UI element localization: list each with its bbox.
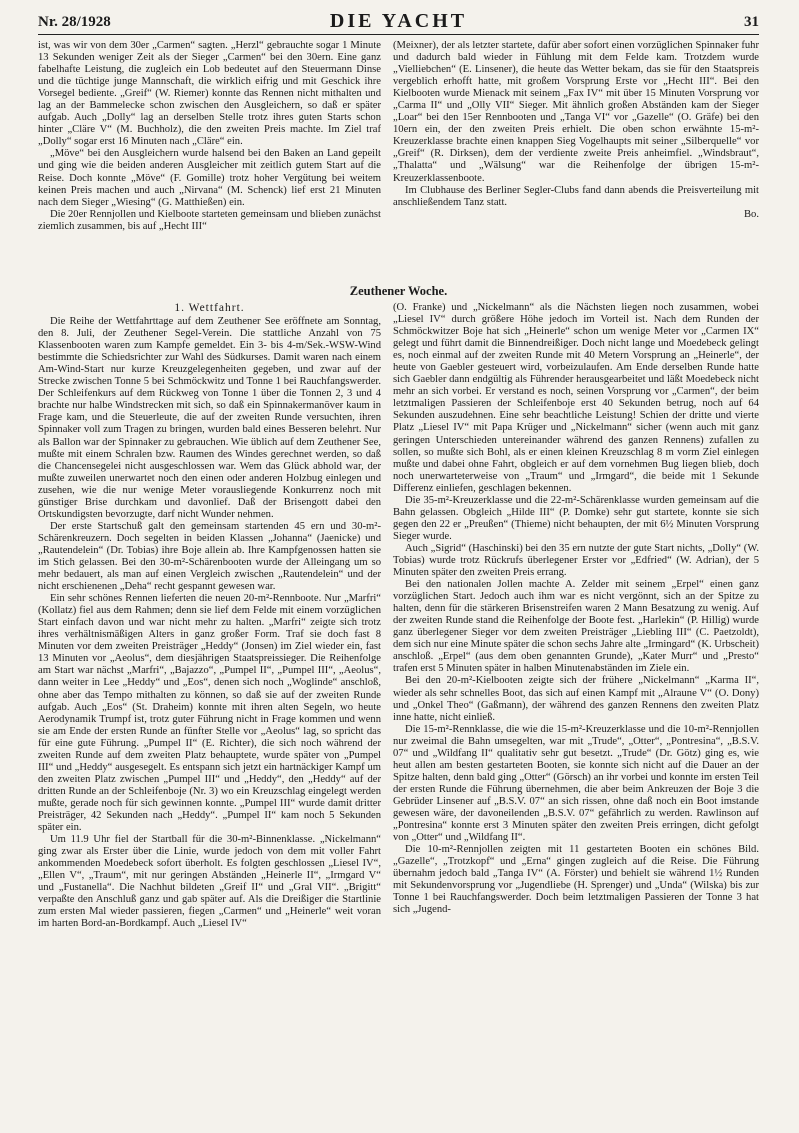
paragraph: Auch „Sigrid“ (Haschinski) bei den 35 ern nutzte der gute Start nichts, „Dolly“ (W. Tobias) wurde trotz Rückrufs überlegener Erster vor „Edfried“ (W. Adrian), der 5 Minuten später den zweiten Preis errang. [393, 542, 759, 579]
paragraph: Die 10-m²-Rennjollen zeigten mit 11 gestarteten Booten ein schönes Bild. „Gazelle“, „Trotzkopf“ und „Erna“ gingen zugleich auf die Reise. Die Führung übernahm jedoch bald „Tanga IV“ (A. Förster) und behielt sie während 1½ Runden mit Sekundenvorsprung vor „Jugendliebe (H. Sprenger) und „Unda“ (Wilska) bis zur Tonne 1 bei Rauchfangswerder. Doch beim letztmaligen Passieren der Tonne 3 hat sich „Jugend- [393, 844, 759, 916]
top-left-column [38, 40, 381, 280]
bottom-right-column [393, 302, 759, 1062]
author-signature: Bo. [743, 208, 759, 220]
magazine-title: DIE YACHT [329, 10, 468, 32]
paragraph: Bei den 20-m²-Kielbooten zeigte sich der frühere „Nickelmann“ „Karma II“, wieder als sehr schnelles Boot, das sich auf einen Kampf mit „Alraune V“ (O. Dony) und „Onkel Theo“ (Gaßmann), der während des ganzen Rennens den zweiten Platz inne hatte, nicht einließ. [393, 675, 759, 723]
paragraph: Im Clubhause des Berliner Segler-Clubs fand dann abends die Preisverteilung mit anschließendem Tanz statt. [393, 184, 759, 208]
running-header [38, 8, 759, 35]
paragraph: Die 35-m²-Kreuzerklasse und die 22-m²-Schärenklasse wurden gemeinsam auf die Bahn gelassen. Obgleich „Hilde III“ (P. Domke) sehr gut startete, konnte sie sich gegen den 22 er „Preußen“ (Thieme) nicht behaupten, der mit 6½ Minuten Vorsprung Sieger wurde. [393, 494, 759, 542]
paragraph: (O. Franke) und „Nickelmann“ als die Nächsten liegen noch zusammen, wobei „Liesel IV“ durch größere Höhe jedoch im Vorteil ist. Nach dem Runden der Schmöckwitzer Boje hat sich „Heinerle“ schon um wenige Meter vor „Carmen IX“ gelegt und führt damit die Binnendreißiger. Doch nicht lange und Moedebeck gelingt es, noch einmal auf der zweiten Runde mit 40 Metern Vorsprung an „Heinerle“, der heute von Gaebler gesteuert wird, vorbeizulaufen. Am Ende derselben Runde hatte sich Gaebler dann endgültig als Führender herausgearbeitet und läßt Moedebeck nicht mehr an sich vorbei. Er verstand es noch, seinen Vorsprung vor „Carmen“, der beim letztmaligen Passieren der Schleifenboje erst 40 Sekunden betrug, noch auf 64 Sekunden auszudehnen. Eine sehr beachtliche Leistung! Schien der dritte und vierte Platz „Liesel IV“ mit Papa Krüger und „Nickelmann“ sicher (wenn auch mit ganz geringen Unterschieden untereinander während des ganzen Rennens) zufallen zu sollen, so mußte sich Bohl, als er einen kleinen Kreuzschlag 8 m vorm Ziel einlegen mußte und dabei ohne Fahrt, obgleich er auf dem vornehmen Bug liegen blieb, doch noch unerwarteterweise von „Traum“ und „Irmgard“, die beide mit 1 Sekunde Differenz einliefen, geschlagen bekennen. [393, 302, 759, 494]
paragraph: Der erste Startschuß galt den gemeinsam startenden 45 ern und 30-m²-Schärenkreuzern. Doch segelten in beiden Klassen „Johanna“ (Jaenicke) und „Rautendelein“ (Dr. Tobias) ihre Boje allein ab. Ihre Kampfgenossen hatten sie im Stich gelassen. Bei den 30-m²-Schärenbooten wurde der Alleingang um so mehr bedauert, als man auf einen Vergleich zwischen „Rautendelein“ und der nicht erschienenen „Deha“ recht gespannt gewesen war. [38, 520, 381, 593]
paragraph: Um 11.9 Uhr fiel der Startball für die 30-m²-Binnenklasse. „Nickelmann“ ging zwar als Erster über die Linie, wurde jedoch von dem mit voller Fahrt ankommenden Moedebeck sofort überholt. Es folgten geschlossen „Liesel IV“, „Ellen V“, „Traum“, mit nur geringen Abständen „Heinerle II“, „Irmgard V“ und „Fustanella“. Die Nachhut bildeten „Greif II“ und „Gral VII“. „Brigitt“ verpaßte den Anschluß ganz und gab später auf. Als die Dreißiger die Startlinie zum ersten Mal wieder passieren, fiegen „Carmen“ und „Heinerle“ weit voran im harten Bord-an-Bordkampf. Auch „Liesel IV“ [38, 834, 381, 930]
subsection-heading: 1. Wettfahrt. [174, 302, 245, 314]
paragraph: Ein sehr schönes Rennen lieferten die neuen 20-m²-Rennboote. Nur „Marfri“ (Kollatz) fiel aus dem Rahmen; denn sie lief dem Felde mit einem vorzüglichen Start einfach davon und war nicht mehr zu halten. „Marfri“ zeigte sich trotz ihres verhältnismäßigen Alters in ganz großer Form. Traf sie doch fast 8 Minuten vor dem zweiten Preisträger „Heddy“ (Jonsen) im Ziel wieder ein, fast 13 Minuten vor „Aeolus“, dem diesjährigen Staatspreissieger. Die Reihenfolge am Start war nächst „Marfri“, „Bajazzo“, „Pumpel II“, „Pumpel III“, „Aeolus“, dann weiter in Lee „Heddy“ und „Eos“, denen sich noch „Woglinde“ anschloß, ohne aber das Tempo mithalten zu können, so daß sie auf der zweiten Runde aufgab. Auch „Eos“ (St. Draheim) konnte mit ihren alten Segeln, wo heute Aerodynamik Trumpf ist, trotz guter Führung nicht in Frage kommen und wenn sie am Ende der ersten Runde an fünfter Stelle vor „Aeolus“ lag, so spricht das für eine gute Führung. „Pumpel II“ (E. Richter), die sich noch während der zweiten Runde auf dem zweiten Platz behauptete, wurde später von „Pumpel III“ und „Heddy“ ausgesegelt. Es entspann sich jetzt ein hartnäckiger Kampf um den zweiten Platz zwischen „Pumpel III“ und „Heddy“, den „Heddy“ auf der dritten Runde an der Schleifenboje (Nr. 3) wo ein Kreuzschlag eingelegt werden mußte, gerade noch für sich gewinnen konnte. „Pumpel III“ wurde damit dritter Preisträger, 42 Sekunden nach „Heddy“. „Pumpel II“ kam noch 5 Sekunden später ein. [38, 593, 381, 834]
paragraph: Die 15-m²-Rennklasse, die wie die 15-m²-Kreuzerklasse und die 10-m²-Rennjollen nur zweimal die Bahn umsegelten, war mit „Trude“, „Otter“, „Pontresina“, „B.S.V. 07“ und „Wildfang II“ qualitativ sehr gut besetzt. „Trude“ (Dr. Götz) ging es, wie heut allen am besten gestarteten Booten, sie konnte sich nicht auf die Dauer an der Spitze halten, denn bald ging „Otter“ (Görsch) an ihr vorbei und konnte im ersten Teil der ersten Runde die Führung übernehmen, die aber beim Ankreuzen der Boje 3 die Gebrüder Linsener auf „B.S.V. 07“ an sich rissen, ohne daß noch ein Boot imstande gewesen wäre, der davoneilenden „B.S.V. 07“ gefährlich zu werden. Rawlinson auf „Pontresina“ konnte erst 3 Minuten später den zweiten Preis erringen, dicht gefolgt von „Otter“ und „Wildfang II“. [393, 723, 759, 844]
paragraph: ist, was wir von dem 30er „Carmen“ sagten. „Herzl“ gebrauchte sogar 1 Minute 13 Sekunden weniger Zeit als der Sieger „Carmen“ bei den 30ern. Eine ganz fabelhafte Leistung, die zugleich ein Lob bedeutet auf den Steuermann Dinse und die tüchtige junge Mannschaft, die wirklich eifrig und mit Geschick ihre Vorsegel bediente. „Greif“ (W. Riemer) konnte das Rennen nicht mithalten und lag an der Bammelecke schon zwischen den Ausgleichern, so daß er später aufgab. Auch „Dolly“ lag an derselben Stelle trotz ihres guten Starts schon hinter „Cläre V“ (M. Buchholz), die den zweiten Preis machte. Im Ziel traf „Dolly“ sogar erst 16 Minuten nach „Cläre“ ein. [38, 40, 381, 148]
bottom-left-column [38, 302, 381, 1062]
top-right-column [393, 40, 759, 280]
paragraph: Die 20er Rennjollen und Kielboote starteten gemeinsam und blieben zunächst ziemlich zusammen, bis auf „Hecht III“ [38, 208, 381, 232]
paragraph: Die Reihe der Wettfahrttage auf dem Zeuthener See eröffnete am Sonntag, den 8. Juli, der Zeuthener Segel-Verein. Die stattliche Anzahl von 75 Klassenbooten waren zum Kampfe gemeldet. Ein 3- bis 4-m/Sek.-WSW-Wind bestimmte die Schiedsrichter zur Wahl des Südkurses. Damit waren nach einem Am-Wind-Start nur kurze Kreuzgelegenheiten gegeben, und zwar auf der Strecke zwischen Tonne 5 bei Schmöckwitz und Tonne 1 bei Rauchfangswerder. Der Schleifenkurs auf dem Rückweg von Tonne 1 über die Tonnen 2, 3 und 4 brachte nur halbe Windstrecken mit sich, so daß ein Spinnakermanöver kaum in Frage kam, und die Steuerleute, die auf der zweiten Runde versuchten, ihren Spinnaker voll zum Tragen zu bringen, wurden bald eines Besseren belehrt. Nur als Ballon war der Spinnaker zu gebrauchen. Wie üblich auf dem Zeuthener See, mußte mit einem Schralen bzw. Raumen des Windes gerechnet werden, so daß die Chancensegelei nicht ausgeschlossen war. Wem das Glück abhold war, der mußte zuweilen unerwartet noch den einen oder anderen Holzbug einlegen und zusehen, wie die nur wenige Meter vorausliegende Konkurrenz noch mit günstiger Brise durchkam und davonlief. Daß der Brisengott dabei den Ortskundigsten bevorzugte, darf nicht Wunder nehmen. [38, 316, 381, 520]
issue-number: Nr. 28/1928 [38, 14, 111, 30]
paragraph: (Meixner), der als letzter startete, dafür aber sofort einen vorzüglichen Spinnaker fuhr und dadurch bald wieder in Fühlung mit dem Felde kam. Trotzdem wurde „Vielliebchen“ (E. Linsener), die heute das Wetter bekam, das sie für den Staatspreis vergeblich erhofft hatte, mit großem Vorsprung Erste vor „Hecht III“. Bei den Kielbooten wurde Mienack mit seinem „Fax IV“ mit über 15 Minuten Vorsprung vor „Carma II“ und „Olly VII“ Sieger. Mit ähnlich großen Abständen kam der Sieger „Loar“ bei den 15er Rennbooten und „Tanga VI“ vor „Gazelle“ (O. Gräfe) bei den 10ern ein, der den zweiten Preis erhielt. Die oben schon erwähnte 15-m²-Kreuzerklasse brachte einen knappen Sieg Vogelhaupts mit seiner „Silberquelle“ vor „Greif“ (R. Dirksen), dem der verdiente zweite Preis anheimfiel. „Windsbraut“, „Thalatta“ und „Wälsung“ war die Reihenfolge der übrigen 15-m²-Kreuzerklassenboote. [393, 40, 759, 184]
paragraph: Bei den nationalen Jollen machte A. Zelder mit seinem „Erpel“ einen ganz vorzüglichen Start. Jedoch auch ihm war es nicht vergönnt, sich an der Spitze zu halten, denn für die stärkeren Brisenstreifen waren 2 Mann Besatzung zu wenig. Auf der zweiten Runde stand die Reihenfolge der Boote fest. „Harlekin“ (P. Hillig) wurde ganz überlegener Sieger vor dem zweiten Preisträger „Liebling III“ (C. Paetzoldt), dem sich nur eine Minute später die schon sechs Jahre alte „Irmingard“ (K. Urbscheit) anschloß. „Erpel“ (aus dem oben genannten Grunde), „Kater Murr“ und „Presto“ trafen erst 5 Minuten später in halben Minutenabständen im Ziele ein. [393, 579, 759, 675]
section-heading: Zeuthener Woche. [349, 284, 448, 298]
paragraph: „Möve“ bei den Ausgleichern wurde halsend bei den Baken an Land gepeilt und ging wie die beiden anderen Ausgleicher mit zeitlich gutem Start auf die Reise. Doch konnte „Möve“ (F. Gomille) trotz hoher Vergütung bei weitem keinen Preis machen und auch „Nirvana“ (M. Schenck) lief erst 21 Minuten nach dem Sieger „Wiesing“ (G. Matthießen) ein. [38, 148, 381, 208]
page-number: 31 [744, 14, 759, 30]
